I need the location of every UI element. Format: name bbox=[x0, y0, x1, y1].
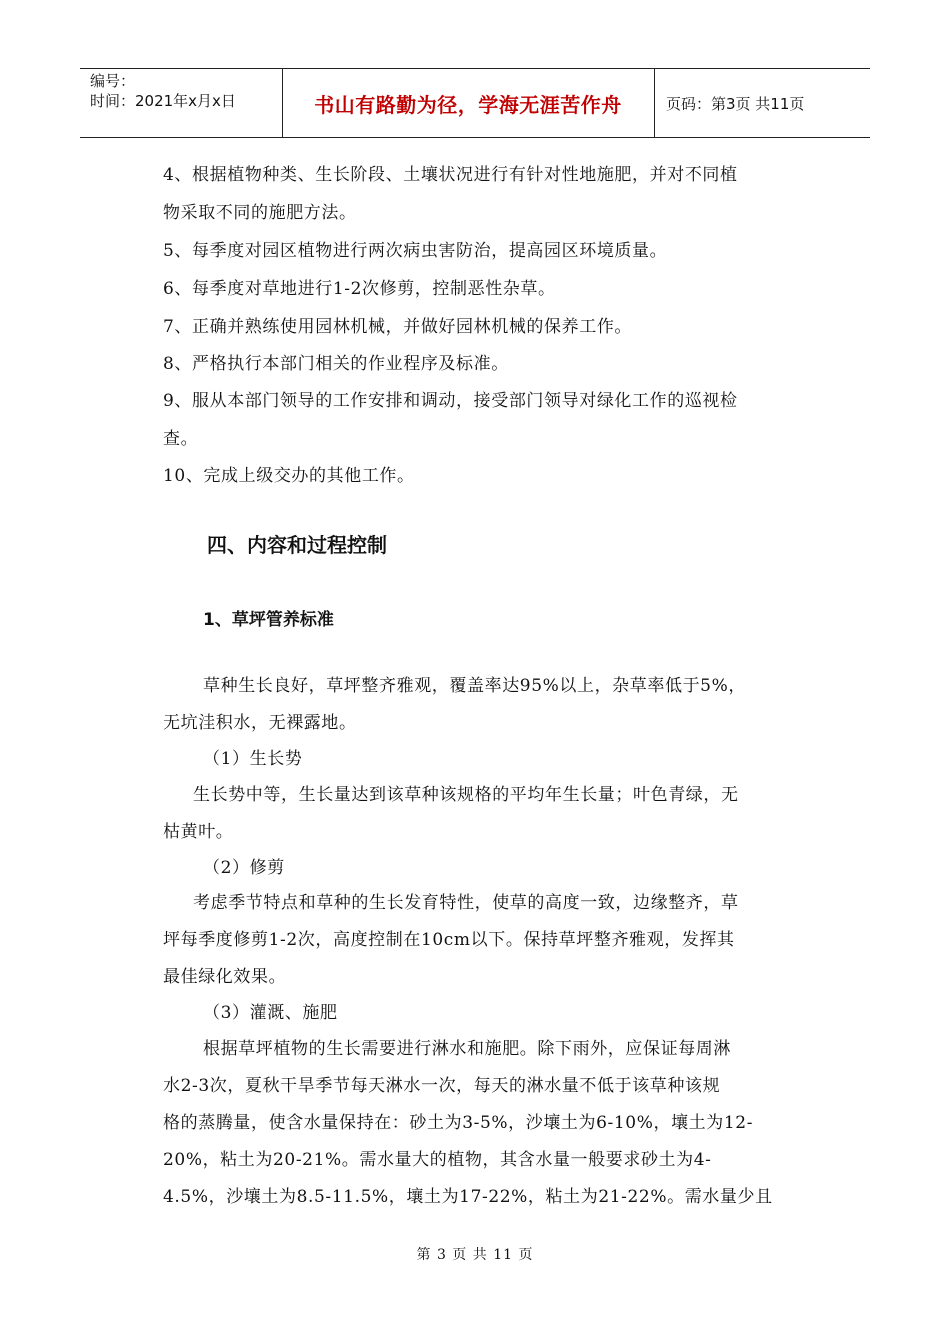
paragraph-line: 生长势中等，生长量达到该草种该规格的平均年生长量；叶色青绿，无 bbox=[193, 785, 739, 805]
paragraph-line: 格的蒸腾量，使含水量保持在：砂土为3-5%，沙壤土为6-10%，壤土为12- bbox=[163, 1113, 754, 1133]
paragraph-line: 最佳绿化效果。 bbox=[163, 967, 287, 987]
section-title: 四、内容和过程控制 bbox=[207, 533, 387, 557]
list-item: 查。 bbox=[163, 429, 199, 449]
item-title-growth: （1）生长势 bbox=[203, 749, 303, 769]
document-time: 时间：2021年x月x日 bbox=[90, 92, 236, 110]
document-number: 编号： bbox=[90, 72, 136, 90]
list-item: 7、正确并熟练使用园林机械，并做好园林机械的保养工作。 bbox=[163, 317, 633, 337]
paragraph-line: 4.5%，沙壤土为8.5-11.5%，壤土为17-22%，粘土为21-22%。需水量少且 bbox=[163, 1187, 773, 1207]
paragraph-line: 无坑洼积水，无裸露地。 bbox=[163, 713, 357, 733]
paragraph-line: 草种生长良好，草坪整齐雅观，覆盖率达95%以上，杂草率低于5%， bbox=[203, 676, 746, 696]
paragraph-line: 水2-3次，夏秋干旱季节每天淋水一次，每天的淋水量不低于该草种该规 bbox=[163, 1076, 721, 1096]
list-item: 8、严格执行本部门相关的作业程序及标准。 bbox=[163, 354, 509, 374]
list-item: 物采取不同的施肥方法。 bbox=[163, 203, 357, 223]
page-header bbox=[80, 68, 870, 138]
list-item: 6、每季度对草地进行1-2次修剪，控制恶性杂草。 bbox=[163, 279, 556, 299]
paragraph-line: 根据草坪植物的生长需要进行淋水和施肥。除下雨外，应保证每周淋 bbox=[203, 1039, 731, 1059]
header-page-info: 页码：第3页 共11页 bbox=[666, 94, 805, 113]
list-item: 4、根据植物种类、生长阶段、土壤状况进行有针对性地施肥，并对不同植 bbox=[163, 165, 738, 185]
item-title-trim: （2）修剪 bbox=[203, 858, 285, 878]
paragraph-line: 20%，粘土为20-21%。需水量大的植物，其含水量一般要求砂土为4- bbox=[163, 1150, 712, 1170]
header-divider bbox=[654, 69, 655, 137]
header-meta bbox=[90, 71, 236, 111]
list-item: 9、服从本部门领导的工作安排和调动，接受部门领导对绿化工作的巡视检 bbox=[163, 391, 738, 411]
page-footer: 第 3 页 共 11 页 bbox=[416, 1247, 534, 1263]
subsection-title: 1、草坪管养标准 bbox=[203, 610, 334, 630]
paragraph-line: 坪每季度修剪1-2次，高度控制在10cm以下。保持草坪整齐雅观，发挥其 bbox=[163, 930, 735, 950]
list-item: 10、完成上级交办的其他工作。 bbox=[163, 466, 415, 486]
header-motto: 书山有路勤为径，学海无涯苦作舟 bbox=[314, 92, 622, 117]
paragraph-line: 考虑季节特点和草种的生长发育特性，使草的高度一致，边缘整齐，草 bbox=[193, 893, 739, 913]
item-title-irrigation: （3）灌溉、施肥 bbox=[203, 1003, 338, 1023]
paragraph-line: 枯黄叶。 bbox=[163, 822, 234, 842]
list-item: 5、每季度对园区植物进行两次病虫害防治，提高园区环境质量。 bbox=[163, 241, 668, 261]
